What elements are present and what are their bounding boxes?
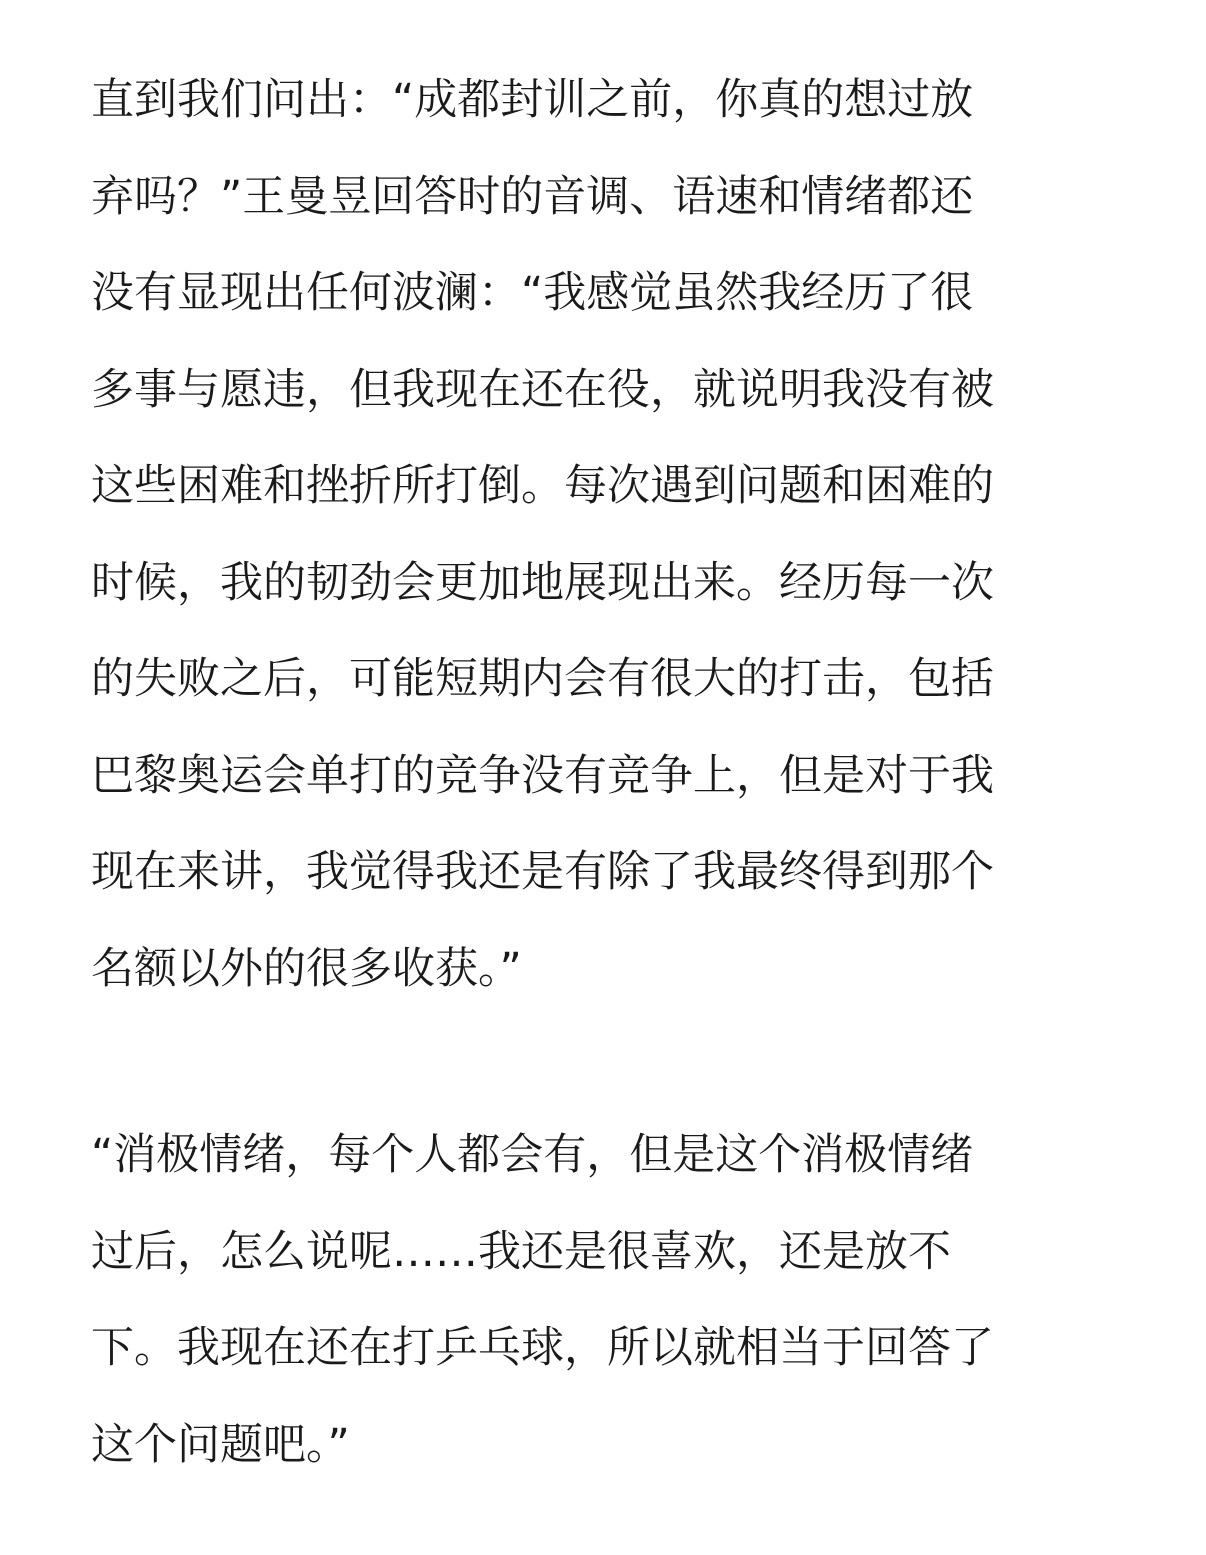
text-line: 这个问题吧。” [91, 1419, 350, 1470]
text-line: “消极情绪，每个人都会有，但是这个消极情绪 [91, 1130, 974, 1180]
text-line: 过后，怎么说呢……我还是很喜欢，还是放不 [91, 1226, 951, 1277]
text-line: 下。我现在还在打乒乓球，所以就相当于回答了 [91, 1323, 994, 1373]
paragraph-quote [91, 1107, 1116, 1493]
text-line: 的失败之后，可能短期内会有很大的打击，包括 [91, 654, 994, 704]
text-line: 现在来讲，我觉得我还是有除了我最终得到那个 [91, 847, 994, 897]
text-line: 直到我们问出：“成都封训之前，你真的想过放 [91, 75, 974, 125]
text-line: 名额以外的很多收获。” [91, 943, 522, 994]
text-line: 巴黎奥运会单打的竞争没有竞争上，但是对于我 [91, 750, 994, 801]
text-line: 多事与愿违，但我现在还在役，就说明我没有被 [91, 364, 994, 415]
text-line: 没有显现出任何波澜：“我感觉虽然我经历了很 [91, 268, 974, 318]
text-line: 弃吗？”王曼昱回答时的音调、语速和情绪都还 [91, 171, 974, 222]
text-line: 这些困难和挫折所打倒。每次遇到问题和困难的 [91, 461, 994, 511]
article-body [91, 52, 1116, 1493]
paragraph-interview-answer [91, 52, 1116, 1017]
text-line: 时候，我的韧劲会更加地展现出来。经历每一次 [91, 557, 994, 608]
